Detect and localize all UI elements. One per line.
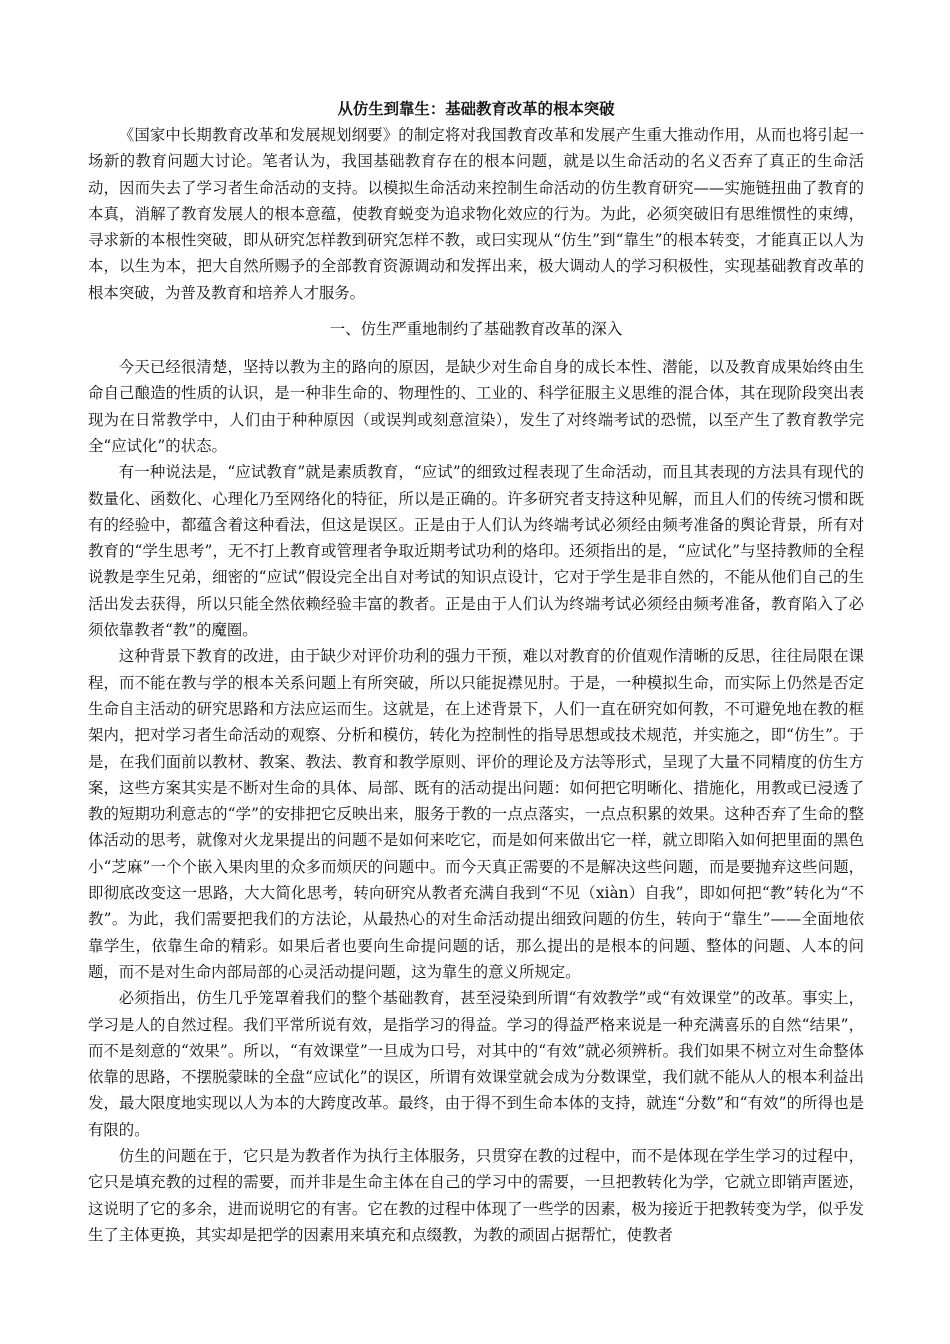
- intro-paragraph: 《国家中长期教育改革和发展规划纲要》的制定将对我国教育改革和发展产生重大推动作用，从而也将引起一场新的教育问题大讨论。笔者认为，我国基础教育存在的根本问题，就是以生命活动的名义否弃了真正的生命活动，因而失去了学习者生命活动的支持。以模拟生命活动来控制生命活动的仿生教育研究——实施链扭曲了教育的本真，消解了教育发展人的根本意蕴，使教育蜕变为追求物化效应的行为。为此，必须突破旧有思维惯性的束缚，寻求新的本根性突破，即从研究怎样教到研究怎样不教，或曰实现从“仿生”到“靠生”的根本转变，才能真正以人为本，以生为本，把大自然所赐予的全部教育资源调动和发挥出来，极大调动人的学习积极性，实现基础教育改革的根本突破，为普及教育和培养人才服务。: [88, 126, 864, 302]
- document-title: 从仿生到靠生：基础教育改革的根本突破: [337, 100, 615, 118]
- body-paragraph-2: 有一种说法是，“应试教育”就是素质教育，“应试”的细致过程表现了生命活动，而且其表现的方法具有现代的数量化、函数化、心理化乃至网络化的特征，所以是正确的。许多研究者支持这种见解，而且人们的传统习惯和既有的经验中，都蕴含着这种看法，但这是误区。正是由于人们认为终端考试必须经由频考准备的舆论背景，所有对教育的“学生思考”，无不打上教育或管理者争取近期考试功利的烙印。还须指出的是，“应试化”与坚持教师的全程说教是孪生兄弟，细密的“应试”假设完全出自对考试的知识点设计，它对于学生是非自然的，不能从他们自己的生活出发去获得，所以只能全然依赖经验丰富的教者。正是由于人们认为终端考试必须经由频考准备，教育陷入了必须依靠教者“教”的魔圈。: [88, 463, 864, 640]
- document-page: [88, 96, 864, 1248]
- body-paragraph-4: 必须指出，仿生几乎笼罩着我们的整个基础教育，甚至浸染到所谓“有效教学”或“有效课堂”的改革。事实上，学习是人的自然过程。我们平常所说有效，是指学习的得益。学习的得益严格来说是一种充满喜乐的自然“结果”，而不是刻意的“效果”。所以，“有效课堂”一旦成为口号，对其中的“有效”就必须辨析。我们如果不树立对生命整体依靠的思路，不摆脱蒙昧的全盘“应试化”的误区，所谓有效课堂就会成为分数课堂，我们就不能从人的根本利益出发，最大限度地实现以人为本的大跨度改革。最终，由于得不到生命本体的支持，就连“分数”和“有效”的所得也是有限的。: [88, 989, 864, 1139]
- section-heading: 一、仿生严重地制约了基础教育改革的深入: [329, 320, 623, 339]
- body-paragraph-3: 这种背景下教育的改进，由于缺少对评价功利的强力干预，难以对教育的价值观作清晰的反思，往往局限在课程，而不能在教与学的根本关系问题上有所突破，所以只能捉襟见肘。于是，一种模拟生命，而实际上仍然是否定生命自主活动的研究思路和方法应运而生。这就是，在上述背景下，人们一直在研究如何教，不可避免地在教的框架内，把对学习者生命活动的观察、分析和模仿，转化为控制性的指导思想或技术规范，并实施之，即“仿生”。于是，在我们面前以教材、教案、教法、教育和教学原则、评价的理论及方法等形式，呈现了大量不同精度的仿生方案，这些方案其实是不断对生命的具体、局部、既有的活动提出问题：如何把它明晰化、措施化，用教或已浸透了教的短期功利意志的“学”的安排把它反映出来，服务于教的一点点落实，一点点积累的效果。这种否弃了生命的整体活动的思考，就像对火龙果提出的问题不是如何来吃它，而是如何来做出它一样，就立即陷入如何把里面的黑色小“芝麻”一个个嵌入果肉里的众多而烦厌的问题中。而今天真正需要的不是解决这些问题，而是要抛弃这些问题，即彻底改变这一思路，大大简化思考，转向研究从教者充满自我到“不见（xiàn）自我”，即如何把“教”转化为“不教”。为此，我们需要把我们的方法论，从最热心的对生命活动提出细致问题的仿生，转向于“靠生”——全面地依靠学生，依靠生命的精彩。如果后者也要向生命提问题的话，那么提出的是根本的问题、整体的问题、人本的问题，而不是对生命内部局部的心灵活动提问题，这为靠生的意义所规定。: [88, 647, 864, 981]
- body-paragraph-1: 今天已经很清楚，坚持以教为主的路向的原因，是缺少对生命自身的成长本性、潜能，以及教育成果始终由生命自己酿造的性质的认识，是一种非生命的、物理性的、工业的、科学征服主义思维的混合体，其在现阶段突出表现为在日常教学中，人们由于种种原因（或误判或刻意渲染），发生了对终端考试的恐慌，以至产生了教育教学完全“应试化”的状态。: [88, 358, 864, 455]
- body-paragraph-5: 仿生的问题在于，它只是为教者作为执行主体服务，只贯穿在教的过程中，而不是体现在学生学习的过程中，它只是填充教的过程的需要，而并非是生命主体在自己的学习中的需要，一旦把教转化为学，它就立即销声匿迹，这说明了它的多余，进而说明它的有害。它在教的过程中体现了一些学的因素，极为接近于把教转变为学，似乎发生了主体更换，其实却是把学的因素用来填充和点缀教，为教的顽固占据帮忙，使教者: [88, 1146, 864, 1244]
